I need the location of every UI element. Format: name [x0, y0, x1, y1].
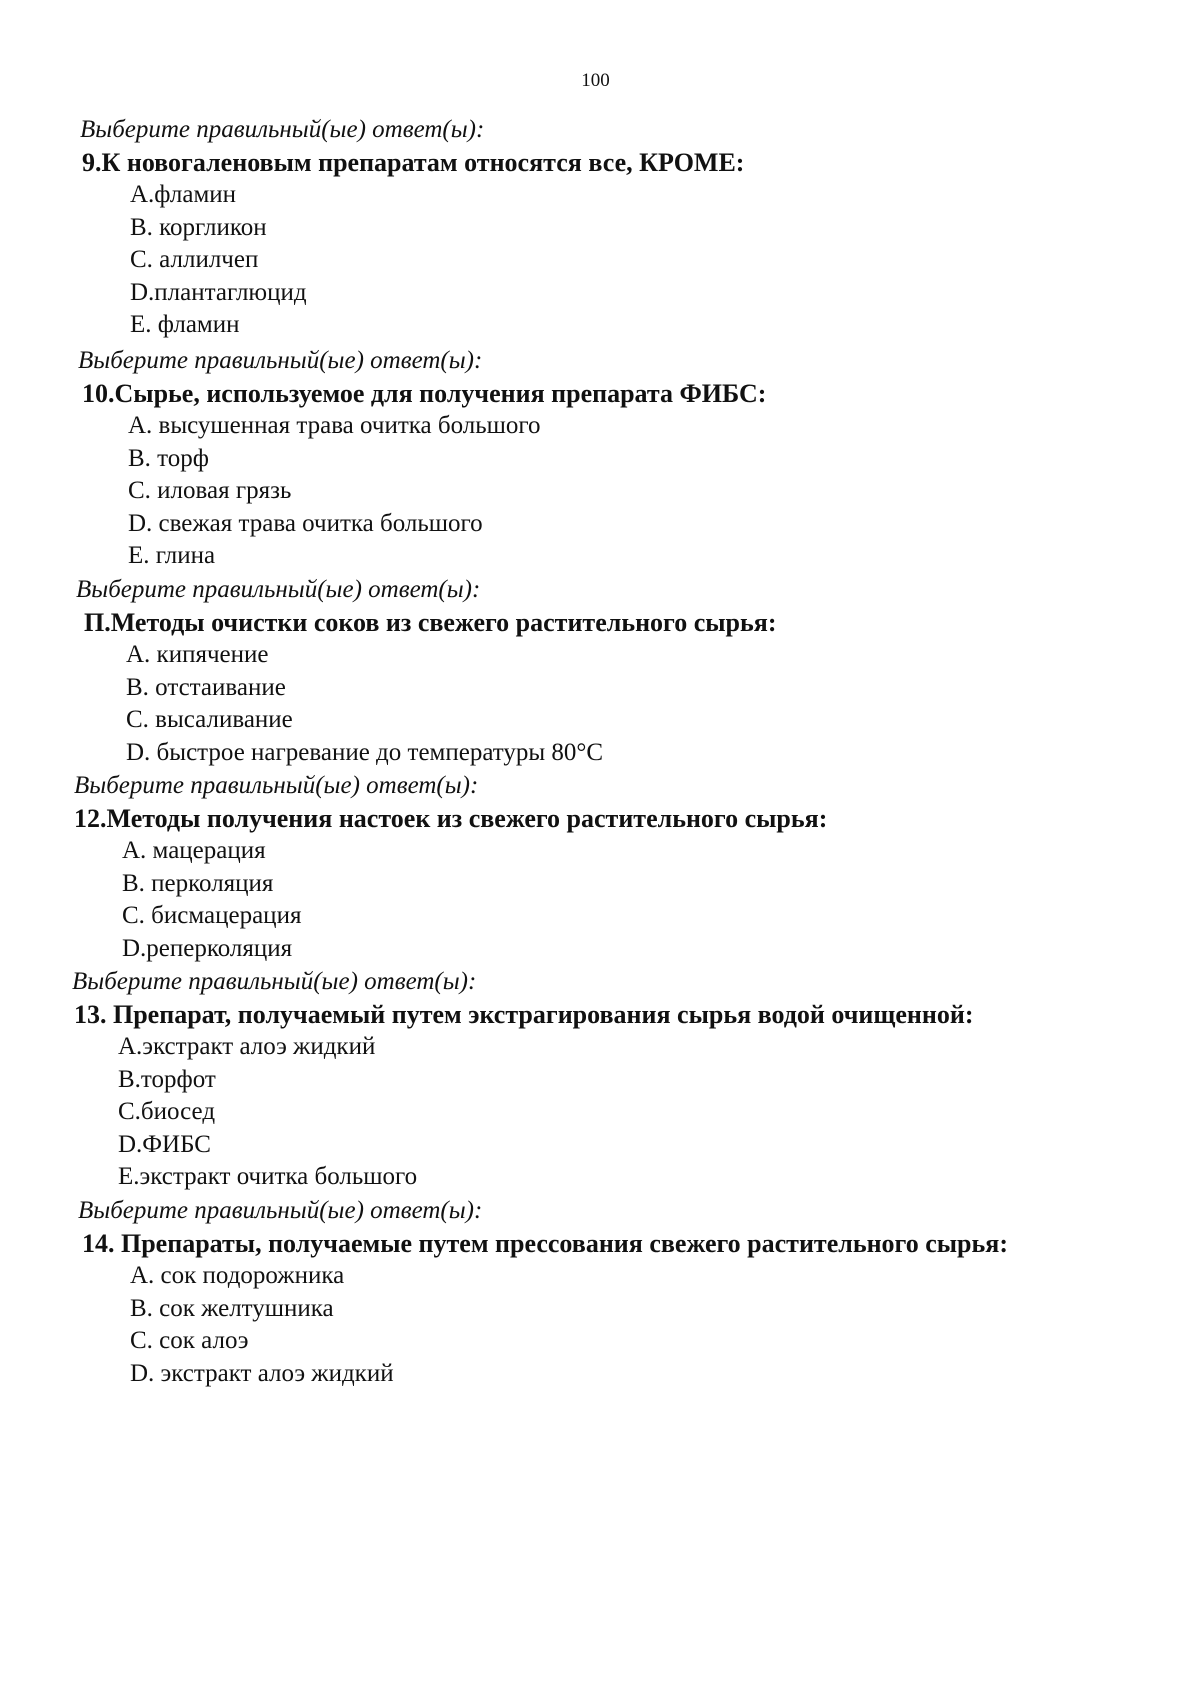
answer-option: D.плантаглюцид: [130, 278, 307, 306]
answer-option: А. кипячение: [126, 641, 269, 668]
answer-options: [122, 835, 827, 965]
answer-options: [118, 1031, 973, 1194]
instruction-text: Выберите правильный(ые) ответ(ы):: [72, 968, 477, 995]
question-title: 12.Методы получения настоек из свежего растительного сырья:: [74, 804, 828, 833]
question-block: [74, 770, 827, 965]
answer-options: [128, 410, 766, 573]
answer-options: [130, 179, 744, 342]
answer-option: В.торфот: [118, 1065, 216, 1093]
answer-option: D. быстрое нагревание до температуры 80°С: [126, 738, 604, 766]
question-title: 14. Препараты, получаемые путем прессования свежего растительного сырья:: [82, 1229, 1008, 1258]
question-title: 9.К новогаленовым препаратам относятся все, КРОМЕ:: [82, 148, 745, 177]
question-block: [80, 114, 744, 342]
question-block: [78, 1195, 1008, 1390]
answer-option: D. свежая трава очитка большого: [128, 509, 483, 537]
answer-option: В. торф: [128, 444, 209, 472]
question-block: [78, 345, 766, 573]
answer-option: С. бисмацерация: [122, 902, 302, 929]
answer-option: В. перколяция: [122, 869, 274, 897]
answer-option: А. мацерация: [122, 837, 266, 864]
question-block: [72, 966, 973, 1194]
answer-option: С. сок алоэ: [130, 1327, 249, 1354]
question-title: 10.Сырье, используемое для получения препарата ФИБС:: [82, 379, 767, 408]
answer-option: С. иловая грязь: [128, 477, 292, 504]
instruction-text: Выберите правильный(ые) ответ(ы):: [78, 347, 483, 374]
answer-option: Е. фламин: [130, 311, 240, 338]
question-title: 13. Препарат, получаемый путем экстрагирования сырья водой очищенной:: [74, 1000, 974, 1029]
instruction-text: Выберите правильный(ые) ответ(ы):: [80, 116, 485, 143]
answer-options: [130, 1260, 1008, 1390]
question-block: [76, 574, 776, 769]
instruction-text: Выберите правильный(ые) ответ(ы):: [74, 772, 479, 799]
page-number: 100: [581, 70, 610, 91]
answer-option: Е. глина: [128, 542, 216, 569]
answer-options: [126, 639, 776, 769]
answer-option: Е.экстракт очитка большого: [118, 1163, 418, 1190]
answer-option: D.ФИБС: [118, 1130, 211, 1158]
instruction-text: Выберите правильный(ые) ответ(ы):: [78, 1197, 483, 1224]
answer-option: А.экстракт алоэ жидкий: [118, 1033, 376, 1060]
answer-option: А.фламин: [130, 181, 237, 208]
question-title: П.Методы очистки соков из свежего растительного сырья:: [84, 608, 777, 637]
answer-option: С.биосед: [118, 1098, 216, 1125]
answer-option: В. сок желтушника: [130, 1294, 334, 1322]
answer-option: А. высушенная трава очитка большого: [128, 412, 541, 439]
answer-option: D. экстракт алоэ жидкий: [130, 1359, 394, 1387]
answer-option: С. высаливание: [126, 706, 293, 733]
answer-option: В. коргликон: [130, 213, 267, 241]
answer-option: В. отстаивание: [126, 673, 286, 701]
answer-option: С. аллилчеп: [130, 246, 259, 273]
answer-option: А. сок подорожника: [130, 1262, 345, 1289]
instruction-text: Выберите правильный(ые) ответ(ы):: [76, 576, 481, 603]
answer-option: D.реперколяция: [122, 934, 293, 962]
